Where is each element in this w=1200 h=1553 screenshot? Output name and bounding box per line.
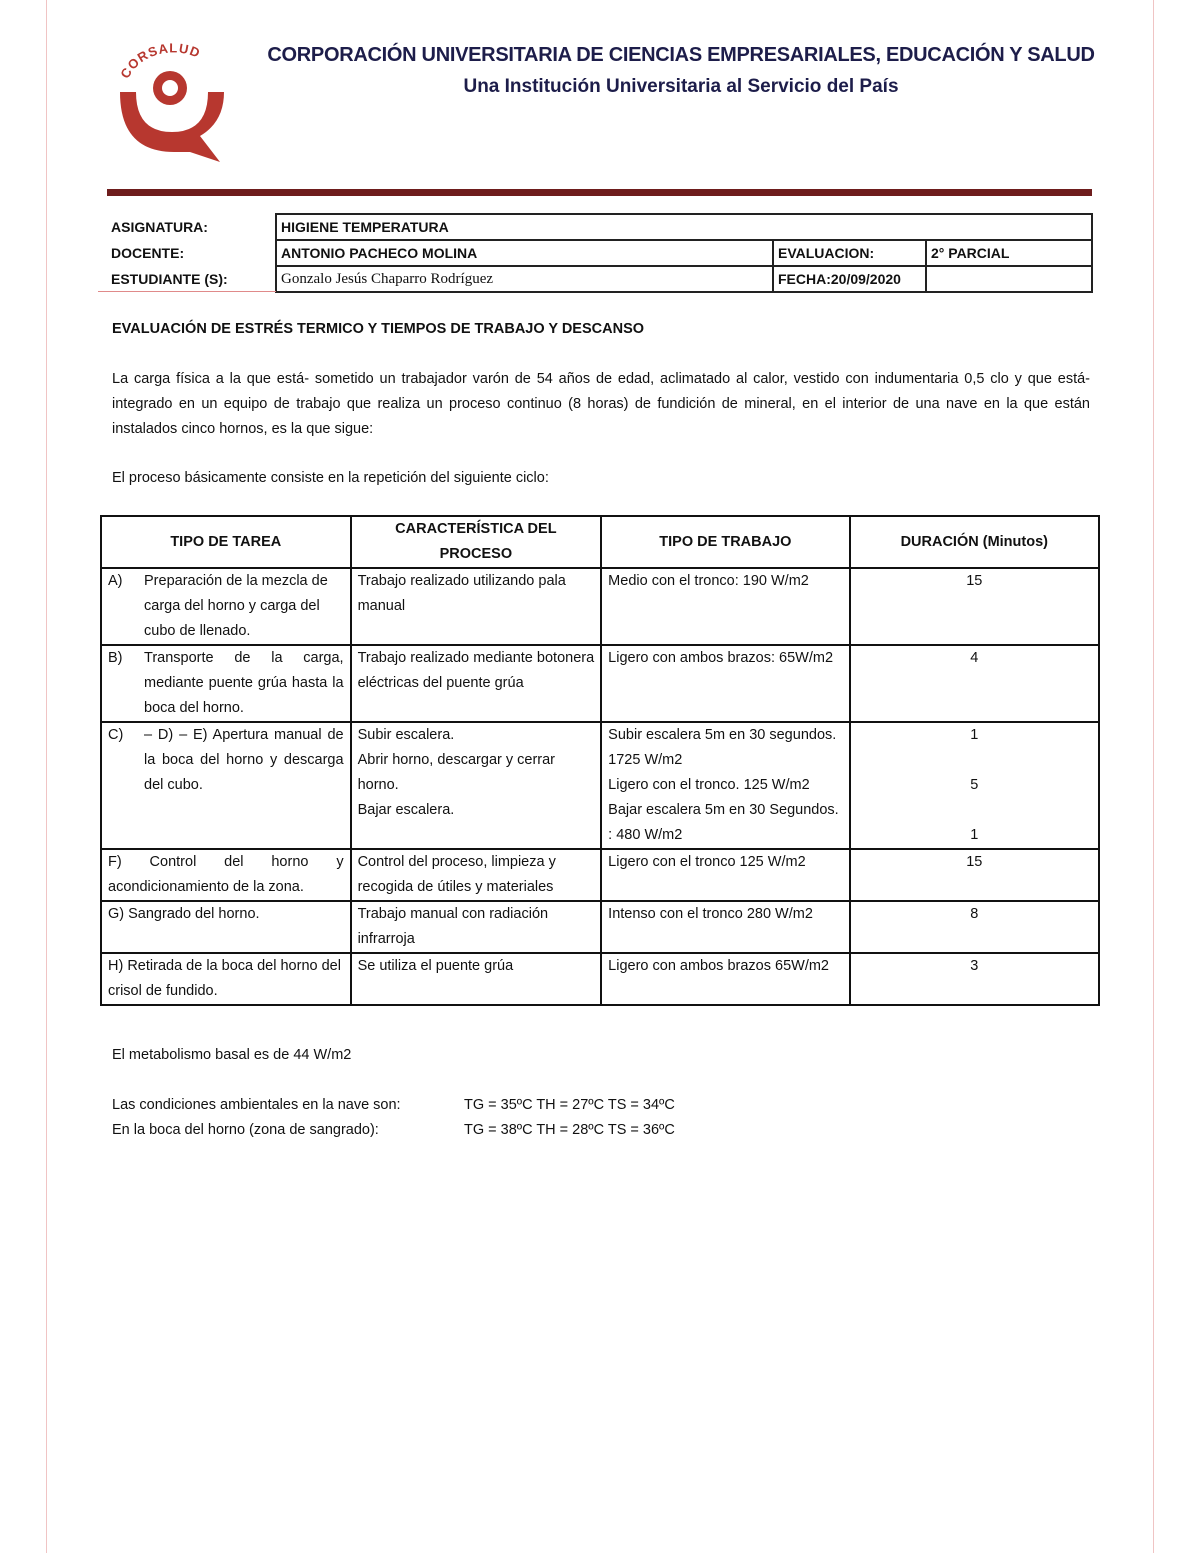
header-caracteristica: CARACTERÍSTICA DEL PROCESO <box>351 516 602 568</box>
table-row <box>101 645 1099 722</box>
duration-line: 1 <box>970 727 979 743</box>
table-row <box>101 901 1099 953</box>
duration-line: 5 <box>970 777 979 793</box>
table-row <box>101 849 1099 901</box>
work-cell: Medio con el tronco: 190 W/m2 <box>601 568 849 645</box>
section-title: EVALUACIÓN DE ESTRÉS TERMICO Y TIEMPOS DE TRABAJO Y DESCANSO <box>112 321 645 337</box>
work-cell: Ligero con ambos brazos 65W/m2 <box>601 953 849 1005</box>
process-cell: Trabajo realizado utilizando pala manual <box>351 568 602 645</box>
empty-cell <box>926 266 1092 292</box>
task-letter: B) <box>108 650 123 666</box>
work-cell: Ligero con el tronco 125 W/m2 <box>601 849 849 901</box>
task-letter: A) <box>108 573 123 589</box>
process-line: Bajar escalera. <box>357 802 455 818</box>
fecha-value: FECHA:20/09/2020 <box>773 266 926 292</box>
institution-name: CORPORACIÓN UNIVERSITARIA DE CIENCIAS EMPRESARIALES, EDUCACIÓN Y SALUD <box>267 44 1095 66</box>
conditions-block <box>112 1093 675 1143</box>
institution-tagline: Una Institución Universitaria al Servicio del País <box>463 76 899 97</box>
table-row <box>101 722 1099 849</box>
process-cell: Se utiliza el puente grúa <box>351 953 602 1005</box>
corsalud-logo <box>112 40 232 165</box>
task-cell <box>101 645 351 722</box>
work-line: Bajar escalera 5m en 30 Segundos. : 480 W/m2 <box>608 802 839 843</box>
duration-line: 1 <box>970 827 979 843</box>
task-letter: C) <box>108 727 124 743</box>
duration-cell: 8 <box>850 901 1099 953</box>
process-line: Abrir horno, descargar y cerrar horno. <box>357 752 556 793</box>
description-paragraph: La carga física a la que está- sometido un trabajador varón de 54 años de edad, aclimatado al calor, vestido con indumentaria 0,5 clo y que está- integrado en un equipo de trabajo que realiza un proceso continuo (8 horas) de fundición de mineral, en el interior de una nave en la que están instalados cinco hornos, es la que sigue: <box>112 371 1090 437</box>
duration-cell: 15 <box>850 849 1099 901</box>
docente-label: DOCENTE: <box>111 245 185 261</box>
process-cell: Trabajo realizado mediante botonera eléctricas del puente grúa <box>351 645 602 722</box>
estudiante-value: Gonzalo Jesús Chaparro Rodríguez <box>276 266 773 292</box>
work-line: Subir escalera 5m en 30 segundos. 1725 W/m2 <box>608 727 837 768</box>
task-cell <box>101 568 351 645</box>
work-cell: Ligero con ambos brazos: 65W/m2 <box>601 645 849 722</box>
task-text: Preparación de la mezcla de carga del horno y carga del cubo de llenado. <box>144 573 328 639</box>
header-rule <box>107 189 1092 196</box>
process-intro: El proceso básicamente consiste en la repetición del siguiente ciclo: <box>112 470 549 486</box>
task-cell: G) Sangrado del horno. <box>101 901 351 953</box>
table-row <box>101 568 1099 645</box>
estudiante-label: ESTUDIANTE (S): <box>111 271 228 287</box>
duration-cell: 3 <box>850 953 1099 1005</box>
task-cell <box>101 722 351 849</box>
table-row <box>101 953 1099 1005</box>
nave-conditions-label: Las condiciones ambientales en la nave son: <box>112 1097 401 1113</box>
left-margin-line <box>46 0 47 1553</box>
evaluacion-label: EVALUACION: <box>773 240 926 266</box>
asignatura-label: ASIGNATURA: <box>111 219 208 235</box>
work-line: Ligero con el tronco. 125 W/m2 <box>608 777 810 793</box>
nave-conditions-value: TG = 35ºC TH = 27ºC TS = 34ºC <box>464 1097 675 1113</box>
header-duracion: DURACIÓN (Minutos) <box>850 516 1099 568</box>
header-tipo-trabajo: TIPO DE TRABAJO <box>601 516 849 568</box>
process-cell: Trabajo manual con radiación infrarroja <box>351 901 602 953</box>
duration-cell: 4 <box>850 645 1099 722</box>
process-line: Subir escalera. <box>357 727 455 743</box>
docente-value: ANTONIO PACHECO MOLINA <box>276 240 773 266</box>
student-label-underline <box>98 291 276 292</box>
asignatura-value: HIGIENE TEMPERATURA <box>276 214 1092 240</box>
header-tipo-tarea: TIPO DE TAREA <box>101 516 351 568</box>
task-cell: H) Retirada de la boca del horno del crisol de fundido. <box>101 953 351 1005</box>
process-cell <box>351 722 602 849</box>
horno-conditions-value: TG = 38ºC TH = 28ºC TS = 36ºC <box>464 1122 675 1138</box>
work-cell: Intenso con el tronco 280 W/m2 <box>601 901 849 953</box>
task-table <box>100 515 1100 1006</box>
duration-cell <box>850 722 1099 849</box>
task-cell: F) Control del horno y acondicionamiento de la zona. <box>101 849 351 901</box>
svg-text:CORSALUD: CORSALUD <box>117 40 203 81</box>
task-text: – D) – E) Apertura manual de la boca del horno y descarga del cubo. <box>144 727 344 793</box>
work-cell <box>601 722 849 849</box>
task-text: Transporte de la carga, mediante puente grúa hasta la boca del horno. <box>144 650 344 716</box>
duration-cell: 15 <box>850 568 1099 645</box>
process-cell: Control del proceso, limpieza y recogida de útiles y materiales <box>351 849 602 901</box>
horno-conditions-label: En la boca del horno (zona de sangrado): <box>112 1122 379 1138</box>
evaluacion-value: 2° PARCIAL <box>926 240 1092 266</box>
right-margin-line <box>1153 0 1154 1553</box>
basal-metabolism: El metabolismo basal es de 44 W/m2 <box>112 1047 352 1063</box>
info-table <box>107 213 1093 293</box>
